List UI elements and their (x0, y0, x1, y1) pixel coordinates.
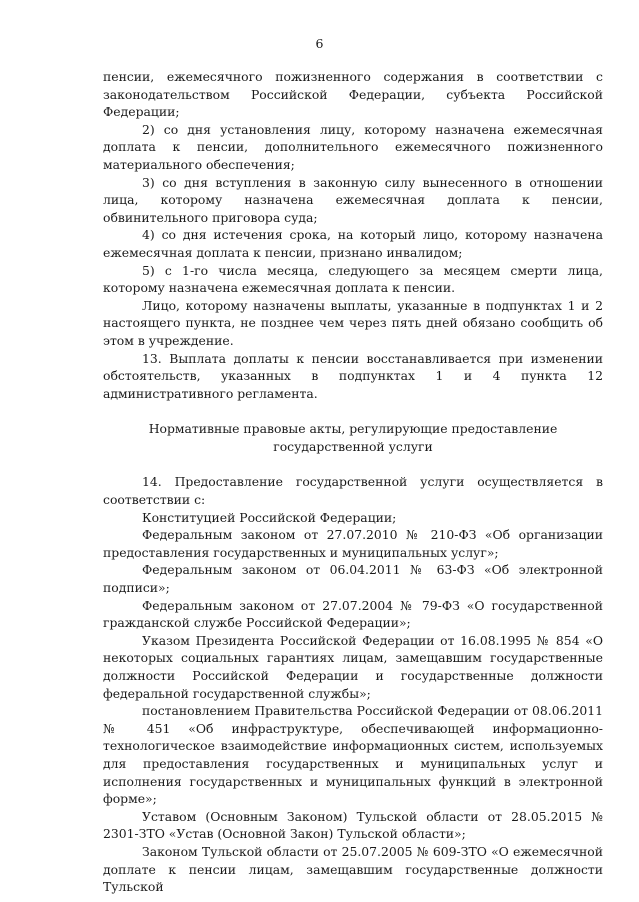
act-fz-210: Федеральным законом от 27.07.2010 № 210-ФЗ «Об организации предоставления государственных и муниципальных услуг»; (103, 527, 603, 560)
paragraph-item-2: 2) со дня установления лицу, которому назначена ежемесячная доплата к пенсии, дополнительного ежемесячного пожизненного материального обеспечения; (103, 121, 603, 172)
page-number: 6 (315, 36, 324, 51)
act-tula-charter: Уставом (Основным Законом) Тульской области от 28.05.2015 № 2301-ЗТО «Устав (Основной Закон) Тульской области»; (103, 808, 603, 842)
paragraph-continuation: пенсии, ежемесячного пожизненного содержания в соответствии с законодательством Российской Федерации, субъекта Российской Федерации; (103, 69, 603, 120)
section-heading-line-1: Нормативные правовые акты, регулирующие предоставление (148, 421, 558, 437)
act-decree-854: Указом Президента Российской Федерации от 16.08.1995 № 854 «О некоторых социальных гарантиях лицам, замещавшим государственные должности Российской Федерации и государственные должности федеральной государственной службы»; (103, 632, 603, 701)
document-body (103, 68, 603, 896)
act-constitution: Конституцией Российской Федерации; (142, 509, 397, 525)
section-heading (103, 420, 603, 455)
paragraph-item-5: 5) с 1-го числа месяца, следующего за месяцем смерти лица, которому назначена ежемесячная доплата к пенсии. (103, 262, 603, 296)
paragraph-14: 14. Предоставление государственной услуги осуществляется в соответствии с: (103, 474, 603, 508)
section-heading-line-2: государственной услуги (273, 438, 433, 454)
paragraph-13: 13. Выплата доплаты к пенсии восстанавливается при изменении обстоятельств, указанных в подпунктах 1 и 4 пункта 12 административного регламента. (103, 350, 603, 401)
paragraph-item-3: 3) со дня вступления в законную силу вынесенного в отношении лица, которому назначена ежемесячная доплата к пенсии, обвинительного приговора суда; (103, 174, 603, 225)
act-resolution-451: постановлением Правительства Российской Федерации от 08.06.2011 № 451 «Об инфраструктуре, обеспечивающей информационно-технологическое взаимодействие информационных систем, используемых для предоставления государственных и муниципальных услуг и исполнения государственных и муниципальных функций в электронной форме»; (103, 703, 603, 807)
act-tula-law-609: Законом Тульской области от 25.07.2005 № 609-ЗТО «О ежемесячной доплате к пенсии лицам, замещавшим государственные должности Тульской (103, 843, 603, 895)
act-fz-79: Федеральным законом от 27.07.2004 № 79-ФЗ «О государственной гражданской службе Российской Федерации»; (103, 597, 603, 631)
paragraph-notice: Лицо, которому назначены выплаты, указанные в подпунктах 1 и 2 настоящего пункта, не позднее чем через пять дней обязано сообщить об этом в учреждение. (103, 297, 603, 348)
act-fz-63: Федеральным законом от 06.04.2011 № 63-ФЗ «Об электронной подписи»; (103, 562, 603, 596)
paragraph-item-4: 4) со дня истечения срока, на который лицо, которому назначена ежемесячная доплата к пенсии, признано инвалидом; (103, 227, 603, 260)
